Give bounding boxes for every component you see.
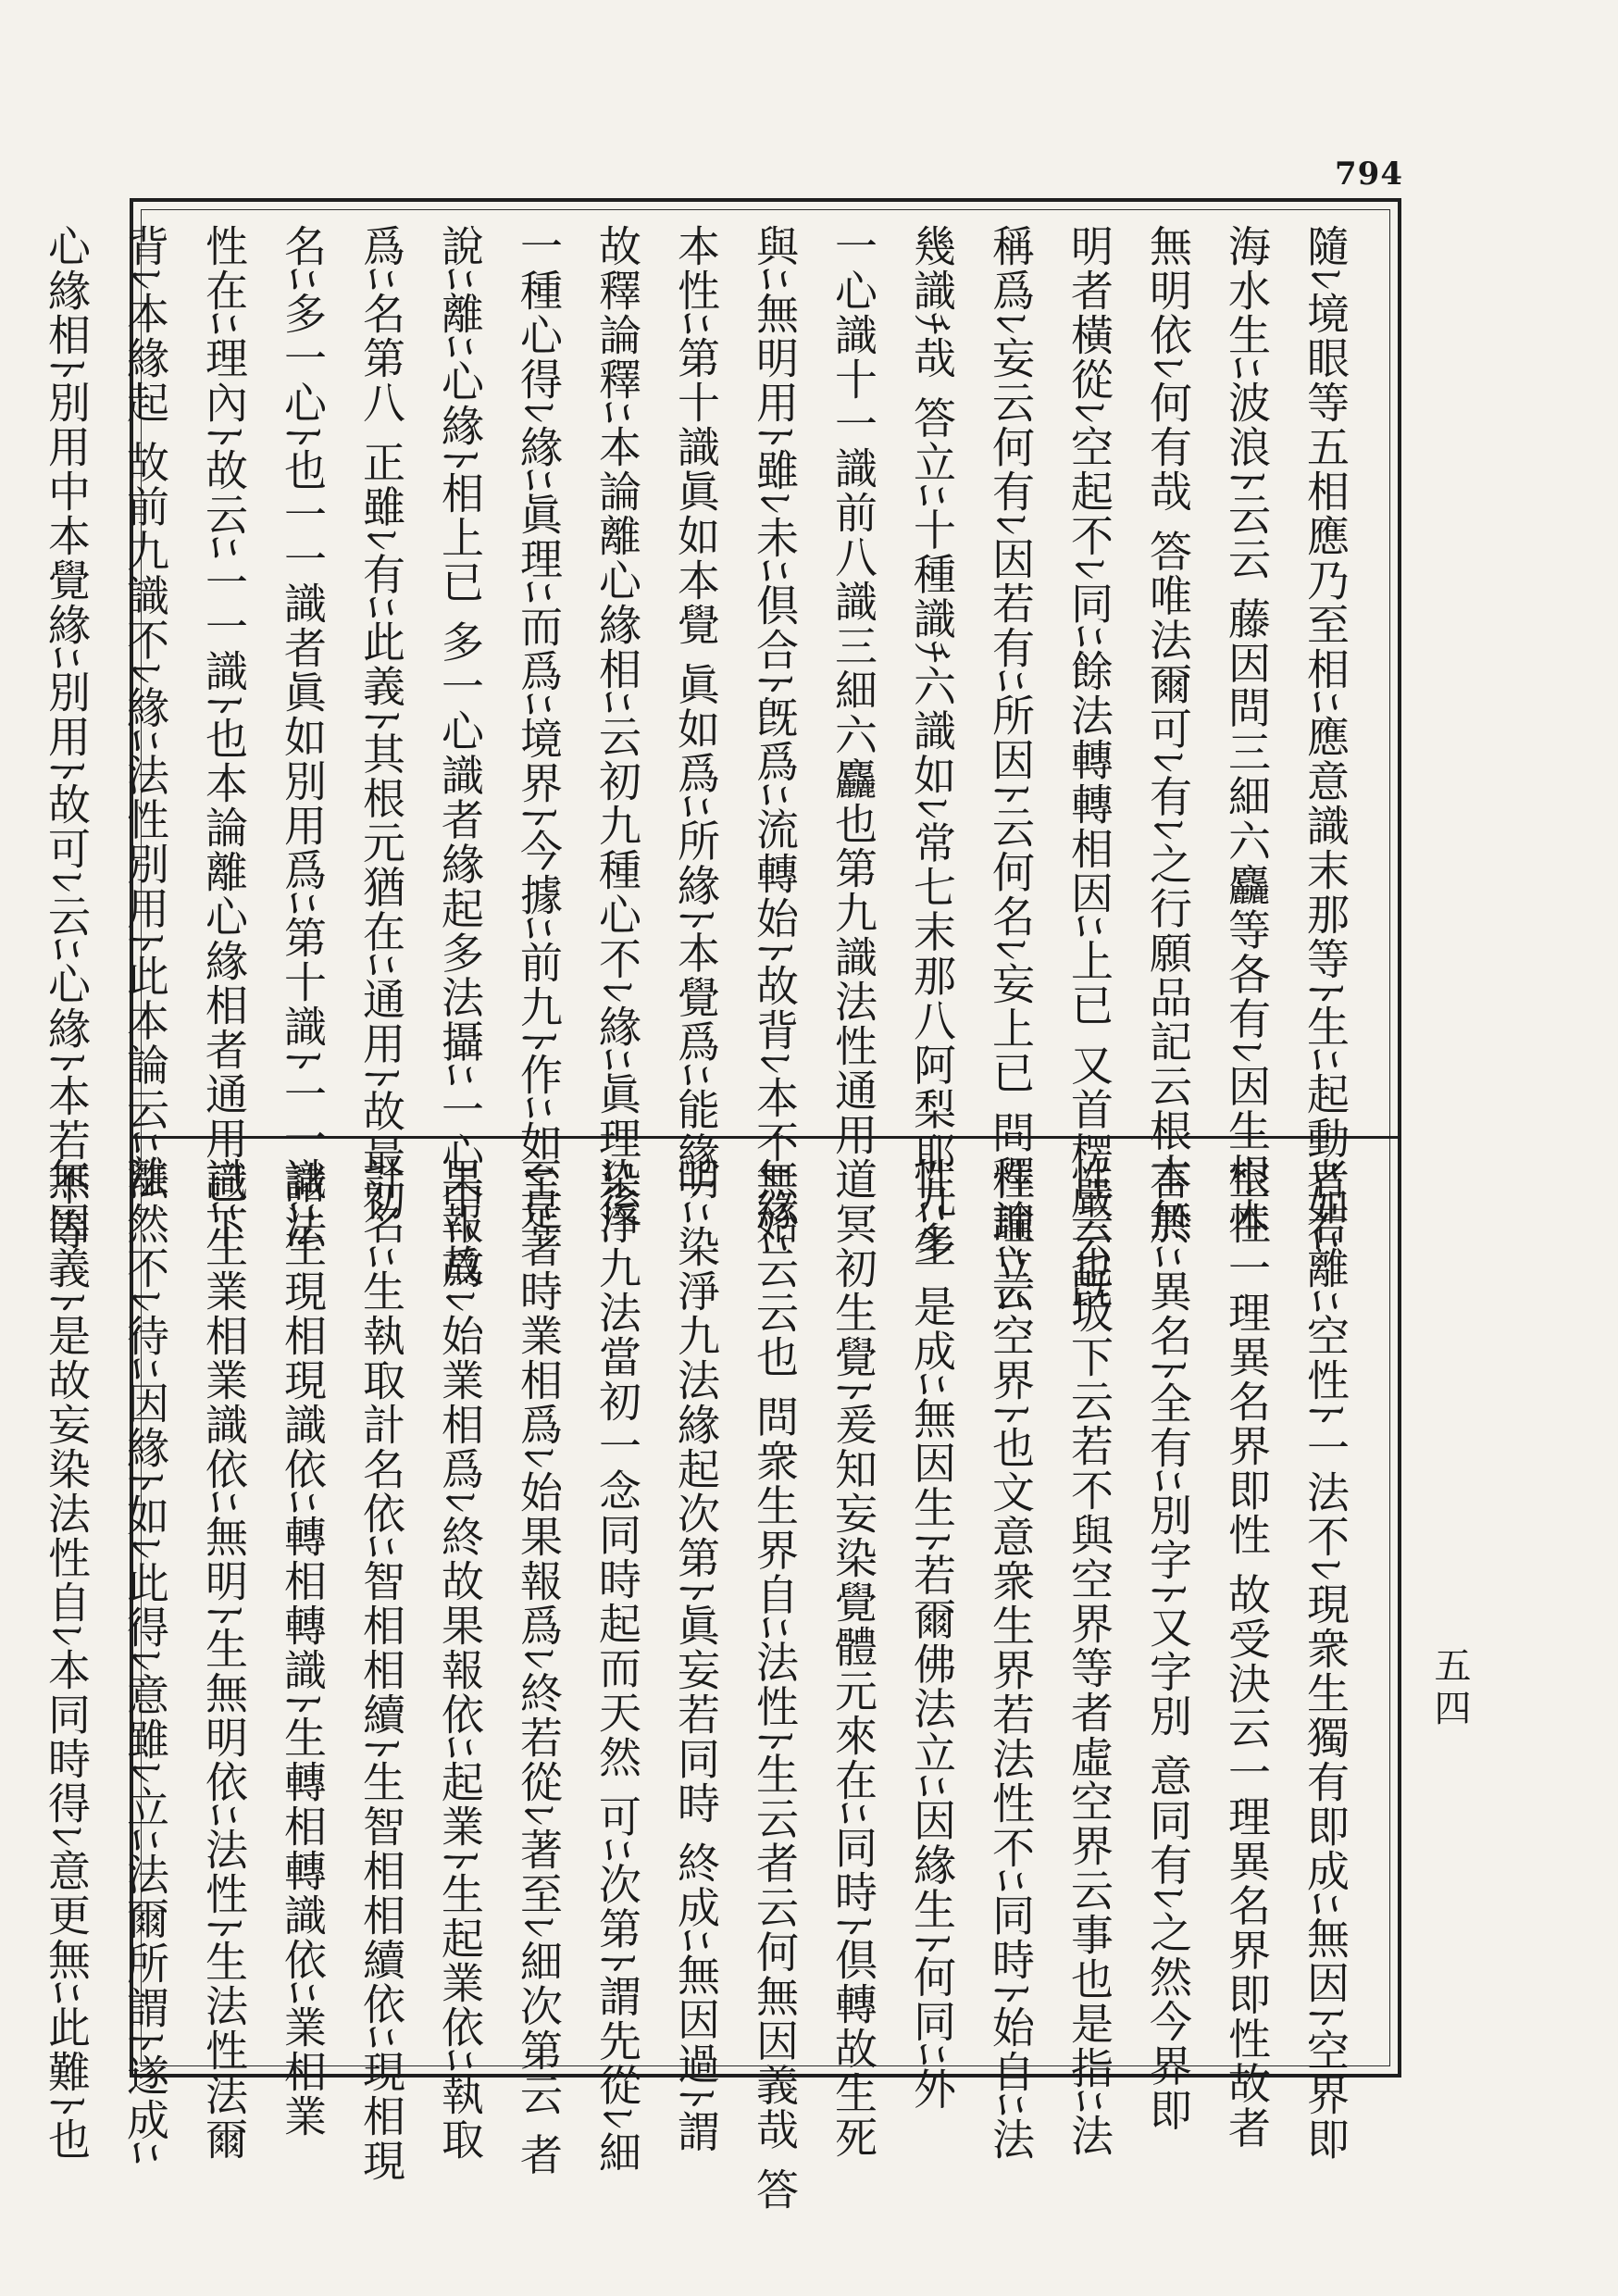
text-column: 心緣相ﾄ別用中本覺緣ﾆ別用ﾄ故可ﾚ云ﾆ心緣ﾄ本若不等 xyxy=(42,224,92,1252)
text-column: 果報爲ﾚ始業相爲ﾚ終故果報依ﾆ起業ﾄ生起業依ﾆ執取 xyxy=(435,1157,485,2162)
text-column: 無因義ﾄ是故妄染法性自ﾚ本同時得ﾚ意更無ﾆ此難ﾄ也 xyxy=(42,1157,92,2162)
text-column: 至ﾆ著時業相爲ﾚ始果報爲ﾚ終若從ﾚ著至ﾚ細次第云 者 xyxy=(514,1157,564,2177)
text-column: 一種心得ﾚ緣ﾆ眞理ﾆ而爲ﾆ境界ﾄ今據ﾆ前九ﾄ作ﾆ如ﾚ是 xyxy=(514,224,564,1232)
text-column: 一心識十一識前八識三細六麤也第九識法性通用 xyxy=(828,224,878,1157)
text-column: 名ﾆ多一心ﾄ也一一識者眞如別用爲ﾆ第十識ﾄ一一諸法 xyxy=(278,224,328,1250)
text-column: 計名ﾆ生執取計名依ﾆ智相相續ﾄ生智相相續依ﾆ現相現 xyxy=(356,1157,406,2183)
text-column: 無始云云也 問衆生界自ﾆ法性ﾄ生云者云何無因義哉 答 xyxy=(750,1157,800,2213)
text-column: 性理ﾆ云空界ﾄ也文意衆生界若法性不ﾆ同時ﾄ始自ﾆ法 xyxy=(986,1157,1036,2162)
page-number: 794 xyxy=(1335,156,1403,193)
text-column: 性ﾆ生 是成ﾆ無因生ﾄ若爾佛法立ﾆ因緣生ﾄ何同ﾆ外 xyxy=(907,1157,957,2112)
text-column: 海水生ﾆ波浪ﾄ云云 藤因問三細六麤等各有ﾚ因生根本 xyxy=(1222,224,1272,1242)
text-column: 明ﾆ染淨九法緣起次第ﾄ眞妄若同時 終成ﾆ無因過ﾄ謂 xyxy=(671,1157,721,2154)
text-column: 性在ﾆ理內ﾄ故云ﾆ一一識ﾄ也本論離心緣相者通用已下 xyxy=(199,224,249,1250)
text-column: 性云也坂下云若不與空界等者虛空界云事也是指ﾆ法 xyxy=(1064,1157,1114,2158)
lower-register xyxy=(42,1157,1364,2213)
text-column: 道冥初生覺ﾄ爰知妄染覺體元來在ﾆ同時ﾄ倶轉故生死 xyxy=(828,1157,878,2160)
text-column: 言於ﾆ異名ﾄ全有ﾆ別字ﾄ又字別 意同有ﾚ之然今界即 xyxy=(1143,1157,1193,2133)
text-column: 本性ﾆ第十識眞如本覺 眞如爲ﾆ所緣ﾄ本覺爲ﾆ能緣ﾄ xyxy=(671,224,721,1200)
text-column: 稱爲ﾚ妄云何有ﾚ因若有ﾆ所因ﾄ云何名ﾚ妄上已 問釋論立ﾆ xyxy=(986,224,1036,1312)
text-column: 爲ﾆ名第八 正雖ﾚ有ﾆ此義ﾄ其根元猶在ﾆ通用ﾄ故最初 xyxy=(356,224,406,1223)
text-column: 無明依ﾚ何有哉 答唯法爾可ﾚ有ﾚ之行願品記云根本無 xyxy=(1143,224,1193,1242)
text-column: 背ﾚ本緣起 故前九識不ﾚ緣ﾆ法性別用ﾄ此本論云ﾆ離 xyxy=(120,224,170,1200)
page-frame xyxy=(42,198,1401,2213)
text-column: 明者橫從ﾚ空起不ﾚ同ﾆ餘法轉轉相因ﾆ上已 又首楞嚴云旣 xyxy=(1064,224,1114,1310)
text-column: 識ﾆ生現相現識依ﾆ轉相轉識ﾄ生轉相轉識依ﾆ業相業 xyxy=(278,1157,328,2139)
text-column: 說ﾆ離ﾆ心緣ﾄ相上已 多一心識者緣起多法攝ﾆ一心中ﾆ故 xyxy=(435,224,485,1289)
text-column: 染淨九法當初一念同時起而天然 可ﾆ次第ﾄ謂先從ﾚ細 xyxy=(592,1157,642,2176)
register-divider xyxy=(133,1136,1398,1139)
text-column: 幾識ﾁ哉 答立ﾆ十種識ﾁ六識如ﾚ常七末那八阿梨耶九多 xyxy=(907,224,957,1266)
text-column: 識ﾆ生業相業識依ﾆ無明ﾄ生無明依ﾆ法性ﾄ生法性法爾 xyxy=(199,1157,249,2162)
text-column: 法然不ﾚ待ﾆ因緣ﾄ如ﾚ此得ﾚ意雖ﾚ立ﾆ法爾所謂ﾄ遂成ﾆ xyxy=(120,1157,170,2165)
text-column: 空性一理異名界即性 故受決云一理異名界即性故者 xyxy=(1222,1157,1272,2151)
upper-register xyxy=(42,224,1364,1312)
text-column: 者若離ﾆ空性ﾄ一法不ﾚ現衆生獨有即成ﾆ無因ﾄ空界即 xyxy=(1301,1157,1350,2162)
text-column: 隨ﾚ境眼等五相應乃至相ﾆ應意識末那等ﾄ生ﾆ起動ﾆ如ﾆ xyxy=(1301,224,1350,1252)
text-column: 故釋論釋ﾆ本論離心緣相ﾆ云初九種心不ﾚ緣ﾆ眞理ﾆ後 xyxy=(592,224,642,1229)
text-column: 與ﾆ無明用ﾄ雖ﾚ未ﾆ倶合ﾄ旣爲ﾆ流轉始ﾄ故背ﾚ本不ﾚ緣ﾆ xyxy=(750,224,800,1255)
side-page-label: 五四 xyxy=(1428,1646,1471,1731)
